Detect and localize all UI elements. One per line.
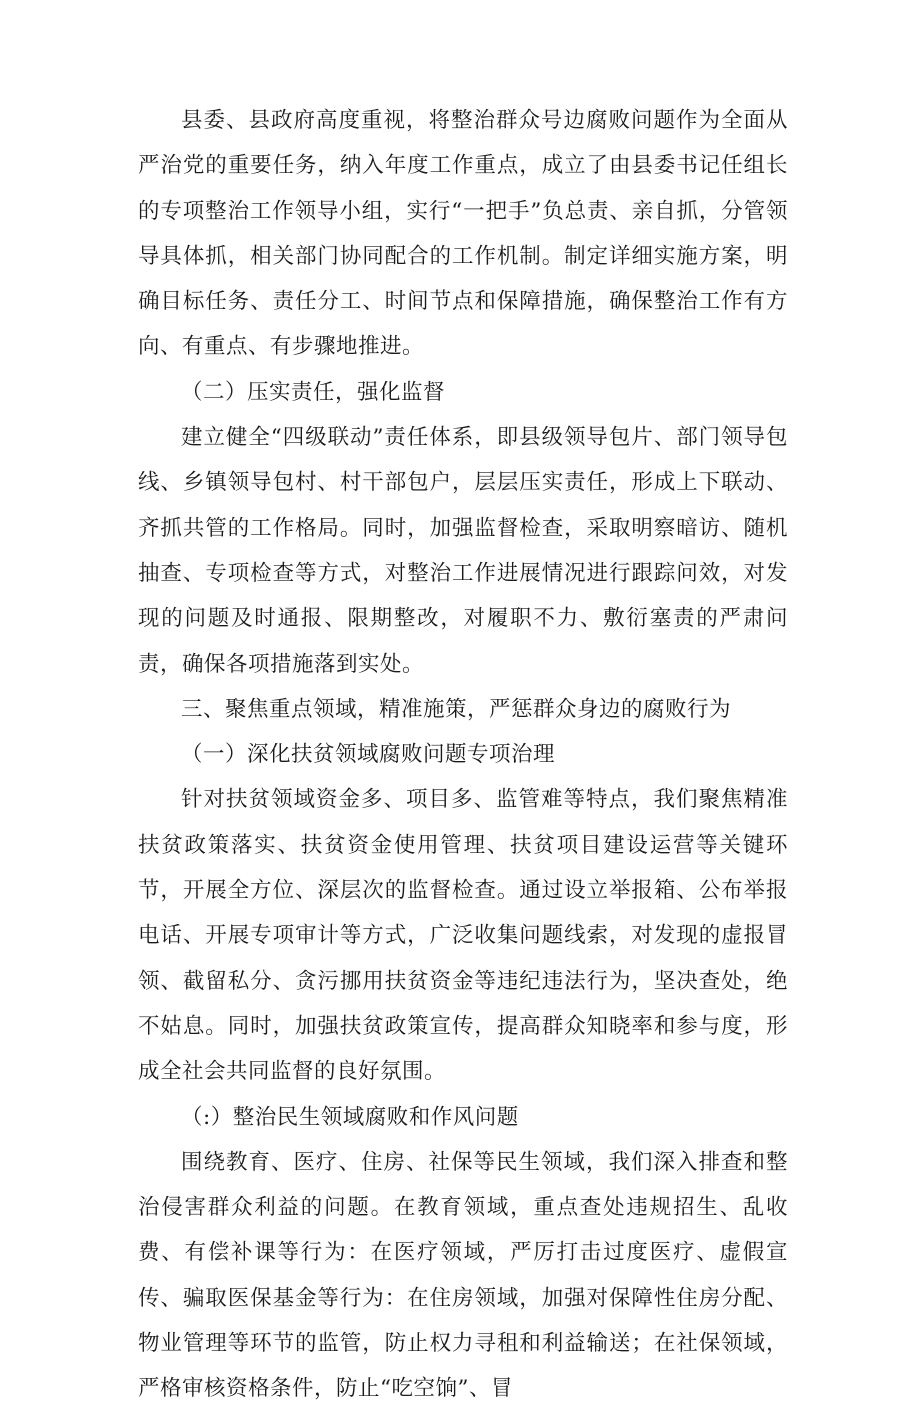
section-heading-responsibility: （二）压实责任，强化监督: [180, 379, 445, 405]
paragraph-leadership: 县委、县政府高度重视，将整治群众号边腐败问题作为全面从严治党的重要任务，纳入年度工作重点，成立了由县委书记任组长的专项整治工作领导小组，实行“一把手”负总责、亲自抓，分管领导具体抓，相关部门协同配合的工作机制。制定详细实施方案，明确目标任务、责任分工、时间节点和保障措施，确保整治工作有方向、有重点、有步骤地推进。: [138, 108, 788, 360]
section-heading-poverty-alleviation: （一）深化扶贫领域腐败问题专项治理: [180, 742, 555, 768]
paragraph-livelihood: 围绕教育、医疗、住房、社保等民生领域，我们深入排查和整治侵害群众利益的问题。在教育领域，重点查处违规招生、乱收费、有偿补课等行为：在医疗领域，严厉打击过度医疗、虚假宣传、骗取医保基金等行为：在住房领域，加强对保障性住房分配、物业管理等环节的监管，防止权力寻租和利益输送；在社保领域，严格审核资格条件，防止“吃空饷”、冒: [138, 1149, 788, 1402]
chapter-heading-key-areas: 三、聚焦重点领域，精准施策，严惩群众身边的腐败行为: [181, 696, 732, 722]
paragraph-poverty-alleviation: 针对扶贫领域资金多、项目多、监管难等特点，我们聚焦精准扶贫政策落实、扶贫资金使用管理、扶贫项目建设运营等关键环节，开展全方位、深层次的监督检查。通过设立举报箱、公布举报电话、开展专项审计等方式，广泛收集问题线索，对发现的虚报冒领、截留私分、贪污挪用扶贫资金等违纪违法行为，坚决查处，绝不姑息。同时，加强扶贫政策宣传，提高群众知晓率和参与度，形成全社会共同监督的良好氛围。: [138, 787, 788, 1085]
section-heading-livelihood: （:）整治民生领域腐败和作风问题: [180, 1104, 519, 1130]
paragraph-responsibility-system: 建立健全“四级联动”责任体系，即县级领导包片、部门领导包线、乡镇领导包村、村干部包户，层层压实责任，形成上下联动、齐抓共管的工作格局。同时，加强监督检查，采取明察暗访、随机抽查、专项检查等方式，对整治工作进展情况进行跟踪问效，对发现的问题及时通报、限期整改，对履职不力、敷衍塞责的严肃问责，确保各项措施落到实处。: [138, 425, 788, 677]
document-body: [138, 98, 788, 1412]
